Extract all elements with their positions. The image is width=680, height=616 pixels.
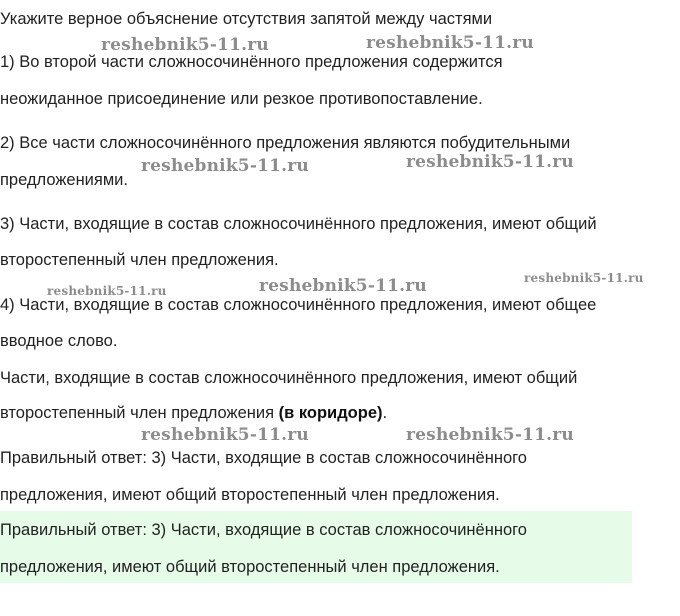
question-text: Укажите верное объяснение отсутствия запятой между частями bbox=[0, 10, 493, 28]
option-4-line-1: 4) Части, входящие в состав сложносочинённого предложения, имеют общее bbox=[0, 296, 597, 314]
watermark: reshebnik5-11.ru bbox=[406, 425, 574, 445]
answer-line-2: предложения, имеют общий второстепенный член предложения. bbox=[0, 486, 500, 504]
watermark: reshebnik5-11.ru bbox=[524, 271, 644, 285]
option-1-line-2: неожиданное присоединение или резкое противопоставление. bbox=[0, 90, 483, 108]
watermark: reshebnik5-11.ru bbox=[47, 284, 167, 298]
watermark: reshebnik5-11.ru bbox=[259, 276, 427, 296]
explanation-line-1: Части, входящие в состав сложносочинённого предложения, имеют общий bbox=[0, 369, 578, 387]
explanation-period: . bbox=[382, 404, 388, 422]
option-4-line-2: вводное слово. bbox=[0, 332, 118, 350]
option-2-line-1: 2) Все части сложносочинённого предложения являются побудительными bbox=[0, 134, 571, 152]
explanation-line-2 bbox=[0, 403, 387, 423]
watermark: reshebnik5-11.ru bbox=[141, 156, 309, 176]
option-3-line-2: второстепенный член предложения. bbox=[0, 251, 279, 269]
answer-line-1: Правильный ответ: 3) Части, входящие в состав сложносочинённого bbox=[0, 449, 527, 467]
option-2-line-2: предложениями. bbox=[0, 171, 128, 189]
answer-highlight-line-2: предложения, имеют общий второстепенный член предложения. bbox=[0, 558, 500, 576]
watermark: reshebnik5-11.ru bbox=[366, 33, 534, 53]
watermark: reshebnik5-11.ru bbox=[406, 152, 574, 172]
answer-highlight-line-1: Правильный ответ: 3) Части, входящие в состав сложносочинённого bbox=[0, 521, 527, 539]
explanation-text: второстепенный член предложения bbox=[0, 404, 279, 422]
watermark: reshebnik5-11.ru bbox=[141, 425, 309, 445]
option-1-line-1: 1) Во второй части сложносочинённого предложения содержится bbox=[0, 53, 503, 71]
explanation-example: (в коридоре) bbox=[278, 404, 383, 422]
option-3-line-1: 3) Части, входящие в состав сложносочинённого предложения, имеют общий bbox=[0, 215, 597, 233]
watermark: reshebnik5-11.ru bbox=[101, 35, 269, 55]
